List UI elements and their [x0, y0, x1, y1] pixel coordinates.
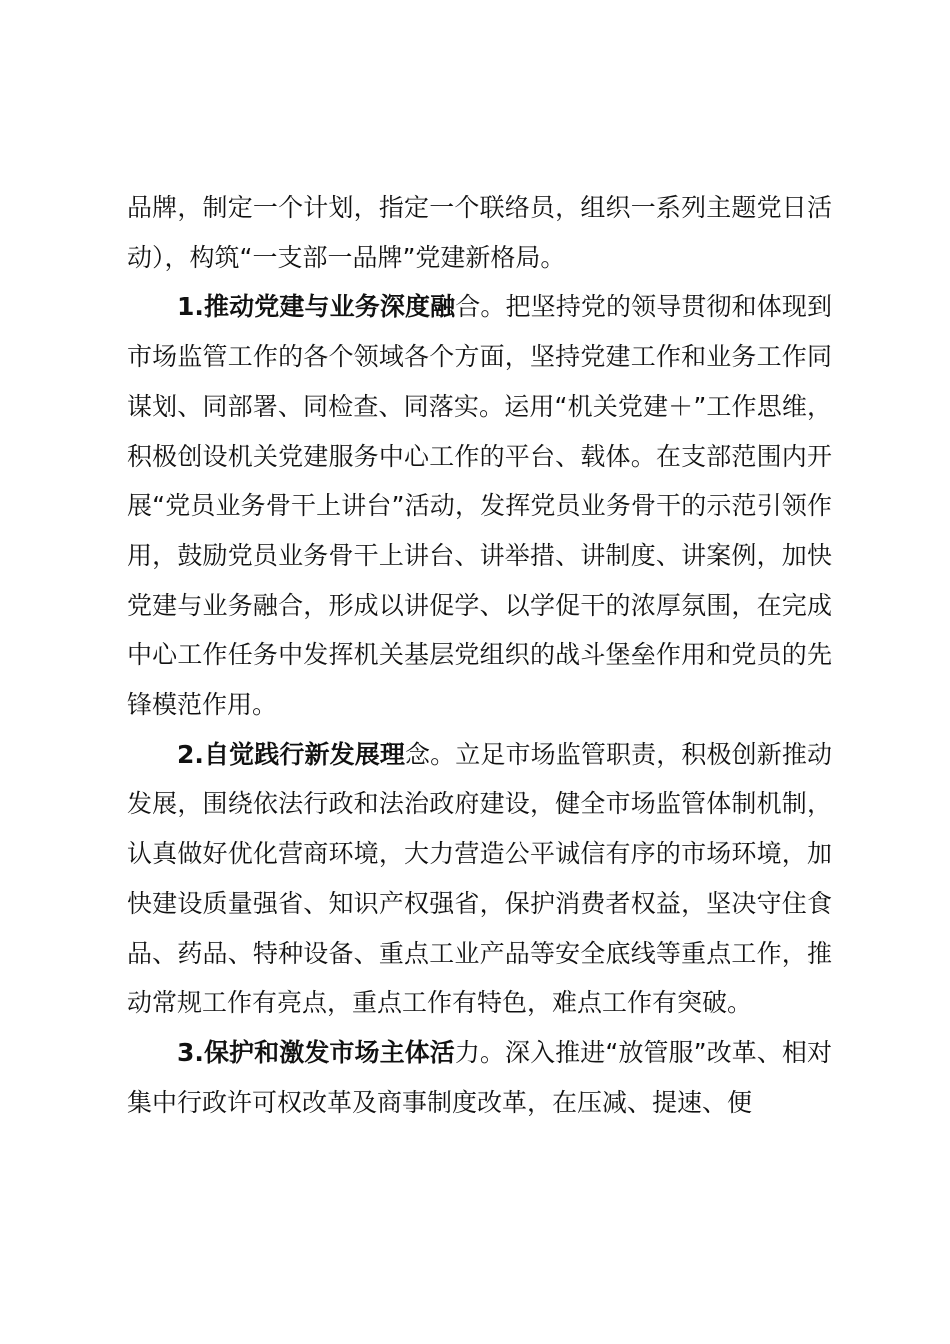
paragraph-heading: 1.推动党建与业务深度融 [177, 292, 456, 322]
paragraph-1-party-building [127, 282, 832, 729]
paragraph-2-development [127, 730, 832, 1028]
document-body [127, 183, 832, 1127]
paragraph-body: 念。立足市场监管职责，积极创新推动发展，围绕依法行政和法治政府建设，健全市场监管体制机制，认真做好优化营商环境，大力营造公平诚信有序的市场环境，加快建设质量强省、知识产权强省，保护消费者权益，坚决守住食品、药品、特种设备、重点工业产品等安全底线等重点工作，推动常规工作有亮点，重点工作有特色，难点工作有突破。 [127, 739, 832, 1018]
paragraph-heading: 2.自觉践行新发展理 [177, 739, 406, 769]
paragraph-3-market-vitality [127, 1028, 832, 1127]
paragraph-heading: 3.保护和激发市场主体活 [177, 1037, 455, 1067]
paragraph-body: 力。深入推进“放管服”改革、相对集中行政许可权改革及商事制度改革，在压减、提速、便 [127, 1037, 832, 1117]
paragraph-continuation [127, 183, 832, 282]
paragraph-body: 合。把坚持党的领导贯彻和体现到市场监管工作的各个领域各个方面，坚持党建工作和业务工作同谋划、同部署、同检查、同落实。运用“机关党建＋”工作思维，积极创设机关党建服务中心工作的平台、载体。在支部范围内开展“党员业务骨干上讲台”活动，发挥党员业务骨干的示范引领作用，鼓励党员业务骨干上讲台、讲举措、讲制度、讲案例，加快党建与业务融合，形成以讲促学、以学促干的浓厚氛围，在完成中心工作任务中发挥机关基层党组织的战斗堡垒作用和党员的先锋模范作用。 [127, 292, 832, 720]
paragraph-body: 品牌，制定一个计划，指定一个联络员，组织一系列主题党日活动），构筑“一支部一品牌”党建新格局。 [127, 193, 832, 272]
